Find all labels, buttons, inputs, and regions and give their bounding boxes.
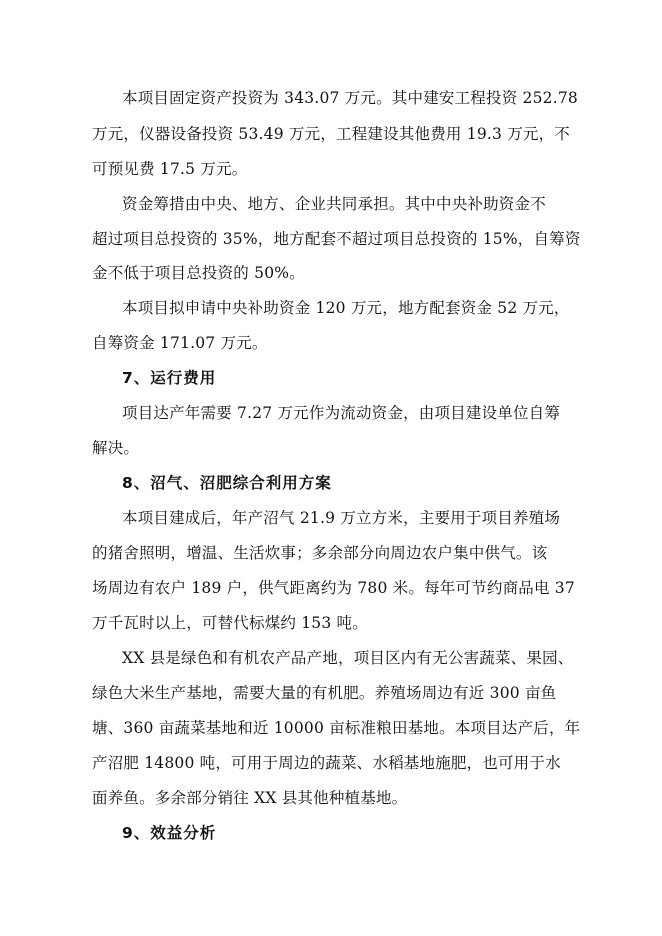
- section-8-para1-line-1: 本项目建成后，年产沼气 21.9 万立方米，主要用于项目养殖场: [122, 509, 561, 527]
- funding-line-1: 资金筹措由中央、地方、企业共同承担。其中中央补助资金不: [122, 195, 546, 213]
- section-8-para1-line-4: 万千瓦时以上，可替代标煤约 153 吨。: [92, 614, 368, 632]
- section-7-line-1: 项目达产年需要 7.27 万元作为流动资金，由项目建设单位自筹: [122, 404, 561, 422]
- section-8-para2-line-4: 产沼肥 14800 吨，可用于周边的蔬菜、水稻基地施肥，也可用于水: [92, 754, 561, 772]
- investment-line-3: 可预见费 17.5 万元。: [92, 160, 248, 178]
- section-8-para1-line-2: 的猪舍照明，增温、生活炊事；多余部分向周边农户集中供气。该: [92, 544, 548, 562]
- section-8-para2-line-1: XX 县是绿色和有机农产品产地，项目区内有无公害蔬菜、果园、: [122, 649, 574, 667]
- application-line-1: 本项目拟申请中央补助资金 120 万元，地方配套资金 52 万元，: [122, 299, 570, 317]
- section-9-heading: 9、效益分析: [122, 824, 217, 842]
- section-8-para1-line-3: 场周边有农户 189 户，供气距离约为 780 米。每年可节约商品电 37: [92, 579, 575, 597]
- section-8-heading: 8、沼气、沼肥综合利用方案: [122, 474, 332, 492]
- section-8-para2-line-2: 绿色大米生产基地，需要大量的有机肥。养殖场周边有近 300 亩鱼: [92, 684, 557, 702]
- section-7-heading: 7、运行费用: [122, 369, 217, 387]
- section-8-para2-line-5: 面养鱼。多余部分销往 XX 县其他种植基地。: [92, 789, 408, 807]
- section-8-para2-line-3: 塘、360 亩蔬菜基地和近 10000 亩标准粮田基地。本项目达产后，年: [92, 719, 581, 737]
- investment-line-1: 本项目固定资产投资为 343.07 万元。其中建安工程投资 252.78: [122, 89, 578, 107]
- section-7-line-2: 解决。: [92, 439, 140, 457]
- application-line-2: 自筹资金 171.07 万元。: [92, 334, 268, 352]
- investment-line-2: 万元，仪器设备投资 53.49 万元，工程建设其他费用 19.3 万元，不: [92, 125, 570, 143]
- funding-line-2: 超过项目总投资的 35%，地方配套不超过项目总投资的 15%，自筹资: [92, 230, 581, 248]
- funding-line-3: 金不低于项目总投资的 50%。: [92, 264, 305, 282]
